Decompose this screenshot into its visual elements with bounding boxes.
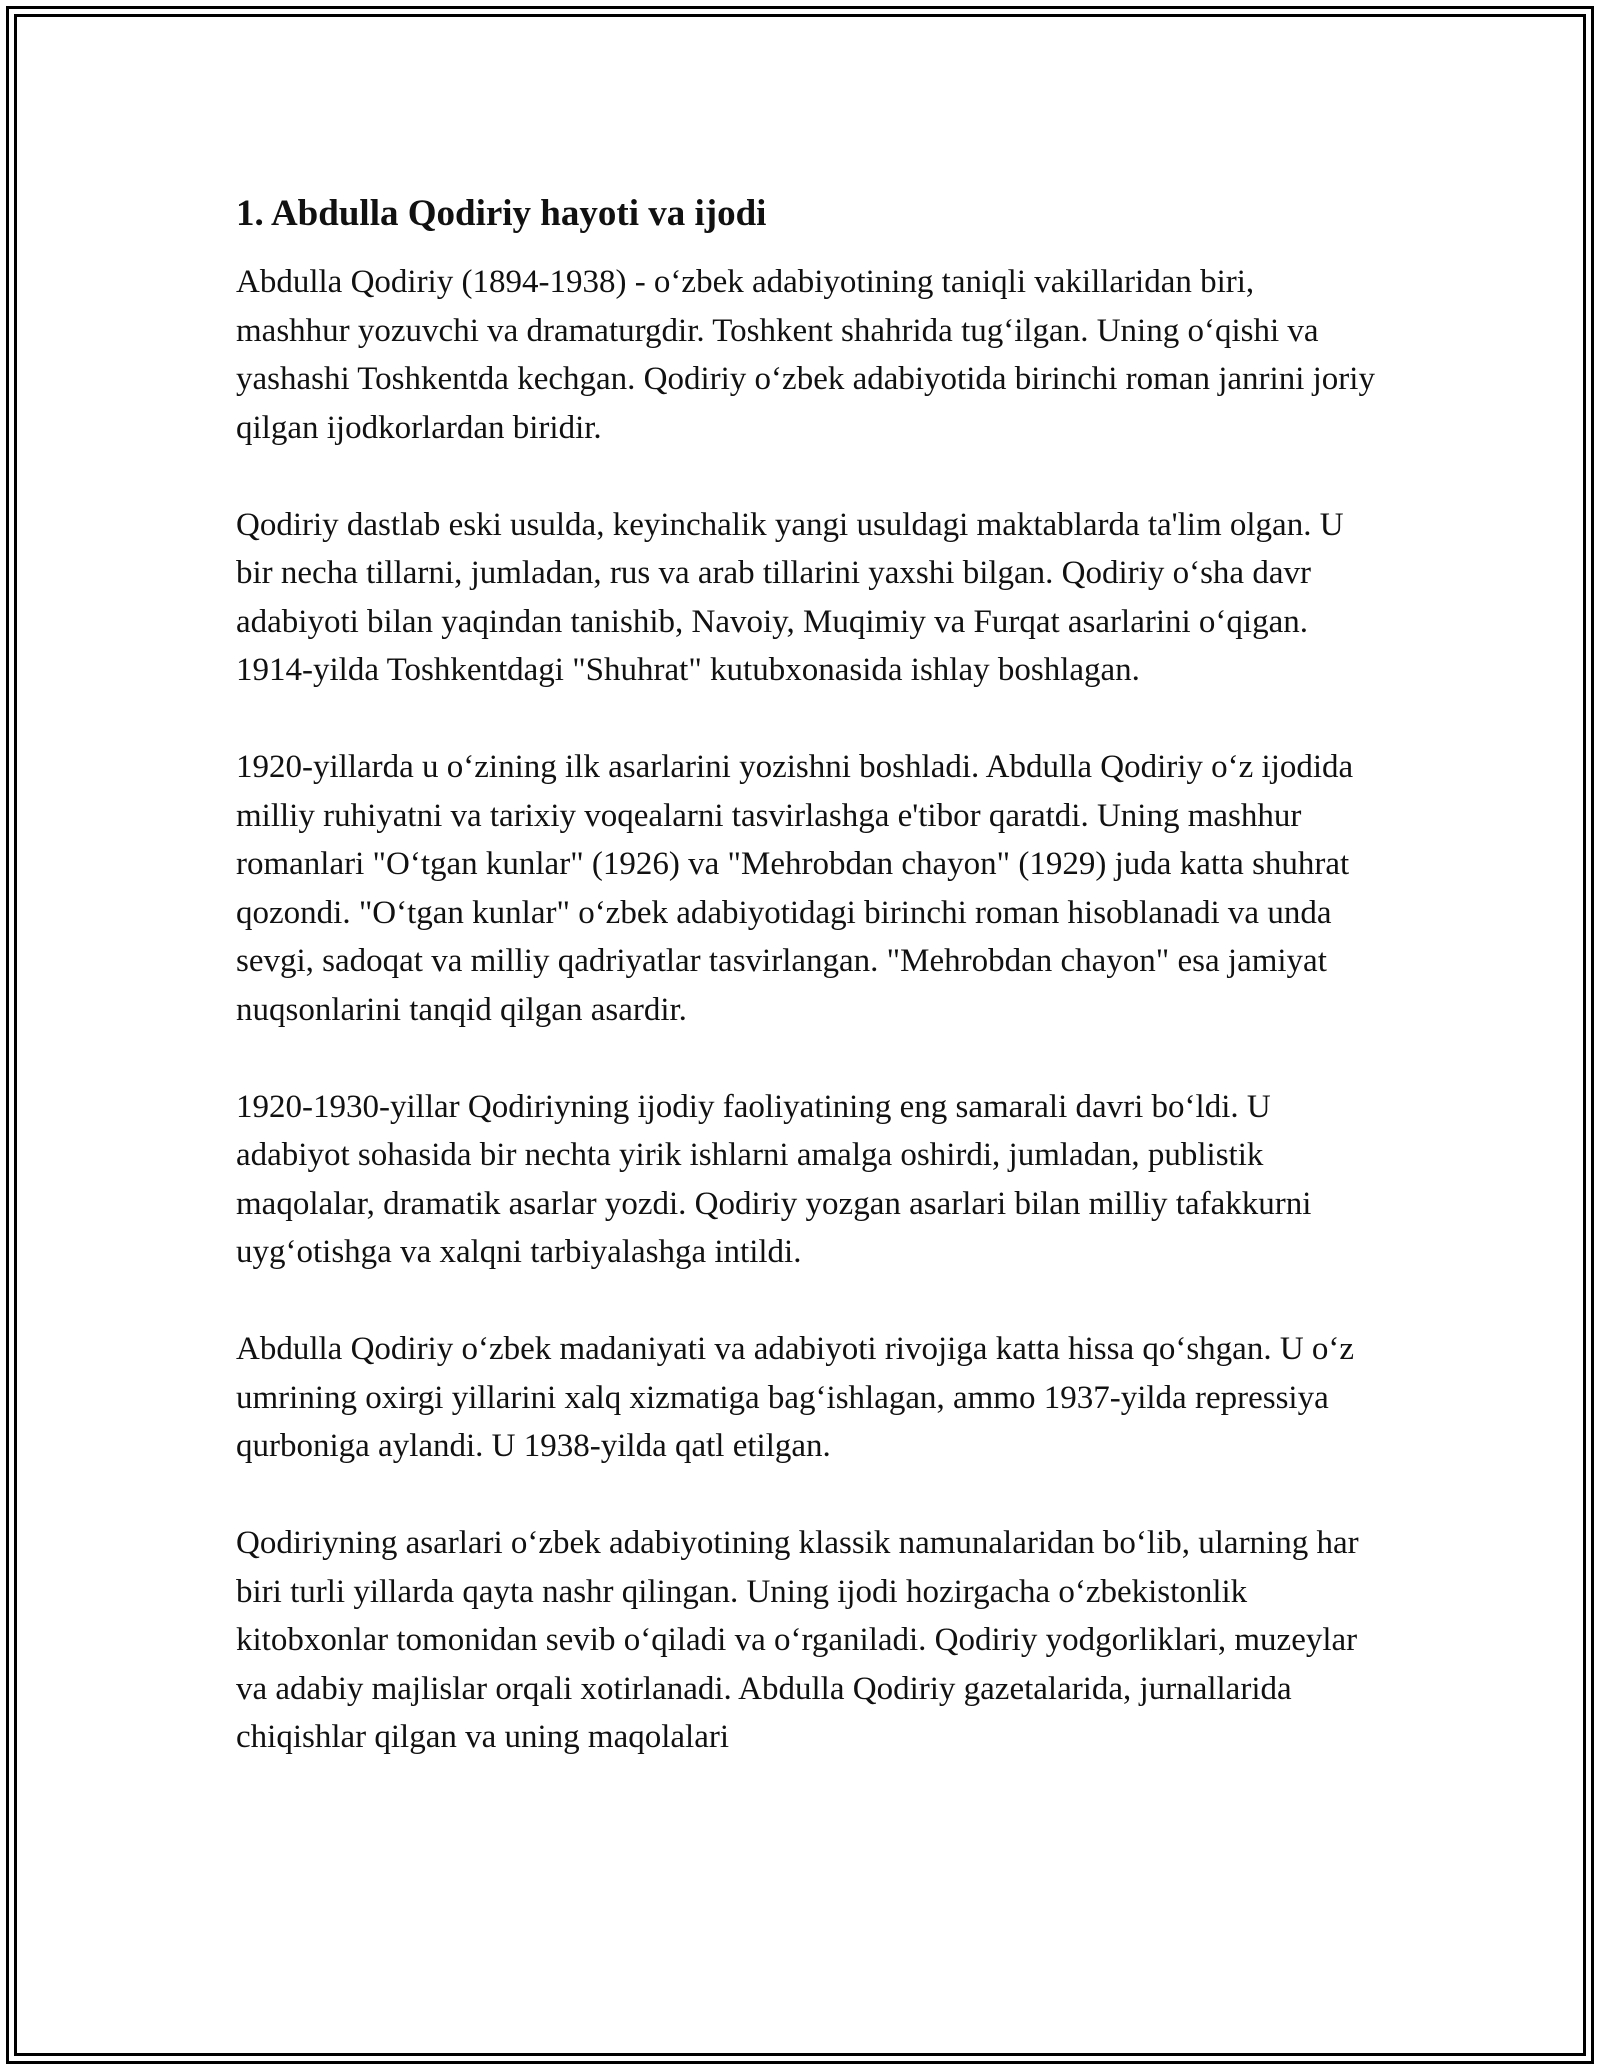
paragraph-productive-years: 1920-1930-yillar Qodiriyning ijodiy faoliyatining eng samarali davri bo‘ldi. U adabiyot sohasida bir nechta yirik ishlarni amalga oshirdi, jumladan, publistik maqolalar, dramatik asarlar yozdi. Qodiriy yozgan asarlari bilan milliy tafakkurni uyg‘otishga va xalqni tarbiyalashga intildi. — [236, 1088, 1312, 1270]
document-body — [236, 190, 1376, 1810]
paragraph-intro: Abdulla Qodiriy (1894-1938) - o‘zbek adabiyotining taniqli vakillaridan biri, mashhur yozuvchi va dramaturgdir. Toshkent shahrida tug‘ilgan. Uning o‘qishi va yashashi Toshkentda kechgan. Qodiriy o‘zbek adabiyotida birinchi roman janrini joriy qilgan ijodkorlardan biridir. — [236, 264, 1375, 446]
paragraph-legacy: Qodiriyning asarlari o‘zbek adabiyotining klassik namunalaridan bo‘lib, ularning har biri turli yillarda qayta nashr qilingan. Uning ijodi hozirgacha o‘zbekistonlik kitobxonlar tomonidan sevib o‘qiladi va o‘rganiladi. Qodiriy yodgorliklari, muzeylar va adabiy majlislar orqali xotirlanadi. Abdulla Qodiriy gazetalarida, jurnallarida chiqishlar qilgan va uning maqolalari — [236, 1525, 1359, 1755]
paragraph-contribution: Abdulla Qodiriy o‘zbek madaniyati va adabiyoti rivojiga katta hissa qo‘shgan. U o‘z umrining oxirgi yillarini xalq xizmatiga bag‘ishlagan, ammo 1937-yilda repressiya qurboniga aylandi. U 1938-yilda qatl etilgan. — [236, 1331, 1355, 1464]
paragraph-novels: 1920-yillarda u o‘zining ilk asarlarini yozishni boshladi. Abdulla Qodiriy o‘z ijodida milliy ruhiyatni va tarixiy voqealarni tasvirlashga e'tibor qaratdi. Uning mashhur romanlari "O‘tgan kunlar" (1926) va "Mehrobdan chayon" (1929) juda katta shuhrat qozondi. "O‘tgan kunlar" o‘zbek adabiyotidagi birinchi roman hisoblanadi va unda sevgi, sadoqat va milliy qadriyatlar tasvirlangan. "Mehrobdan chayon" esa jamiyat nuqsonlarini tanqid qilgan asardir. — [236, 749, 1354, 1028]
section-heading: 1. Abdulla Qodiriy hayoti va ijodi — [236, 193, 767, 234]
paragraph-education: Qodiriy dastlab eski usulda, keyinchalik yangi usuldagi maktablarda ta'lim olgan. U bir necha tillarni, jumladan, rus va arab tillarini yaxshi bilgan. Qodiriy o‘sha davr adabiyoti bilan yaqindan tanishib, Navoiy, Muqimiy va Furqat asarlarini o‘qigan. 1914-yilda Toshkentdagi "Shuhrat" kutubxonasida ishlay boshlagan. — [236, 506, 1344, 688]
